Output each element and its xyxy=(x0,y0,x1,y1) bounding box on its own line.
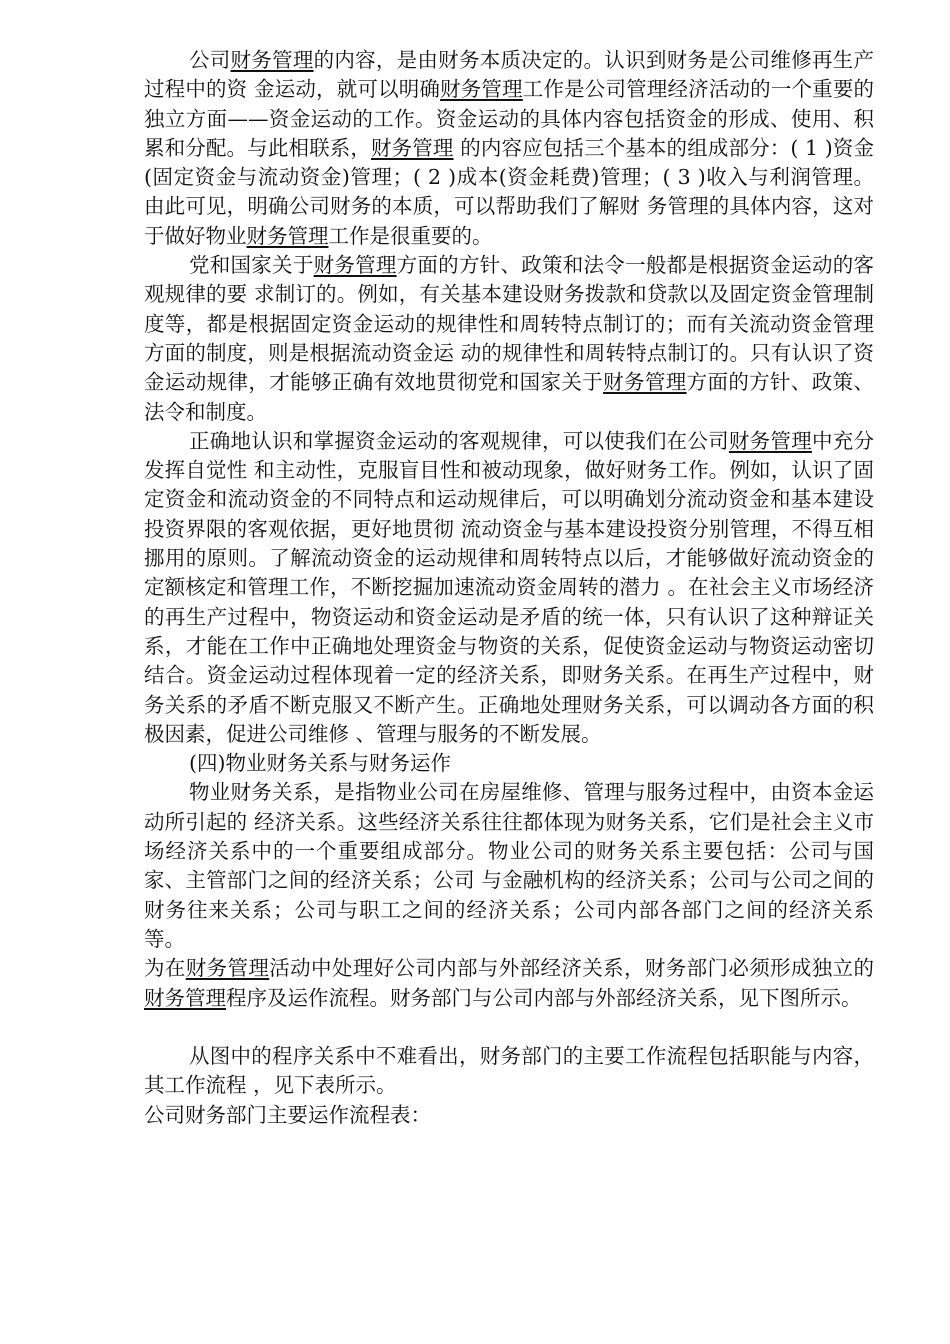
paragraph xyxy=(144,1042,874,1101)
underlined-term: 财务管理 xyxy=(185,956,270,981)
text-segment: 方面的方针、政策、法令和制度。 xyxy=(144,370,875,424)
paragraph xyxy=(144,1101,874,1130)
underlined-term: 财务管理 xyxy=(440,77,523,102)
text-segment: 从图中的程序关系中不难看出，财务部门的主要工作流程包括职能与内容，其工作流程 ，见下表所示。 xyxy=(144,1044,874,1098)
text-segment: 为在 xyxy=(144,956,186,981)
paragraph xyxy=(144,749,874,778)
underlined-term: 财务管理 xyxy=(728,428,812,453)
document-page xyxy=(144,46,874,1130)
underlined-term: 财务管理 xyxy=(603,370,687,395)
text-segment: 物业财务关系，是指物业公司在房屋维修、管理与服务过程中，由资本金运动所引起的 经济关系。这些经济关系往往都体现为财务关系，它们是社会主义市场经济关系中的一个重要组成部分。物业公司的财务关系主要包括：公司与国家、主管部门之间的经济关系；公司 与金融机构的经济关系；公司与公司之间的财务往来关系；公司与职工之间的经济关系；公司内部各部门之间的经济关系等。 xyxy=(144,780,874,951)
text-segment: 公司财务部门主要运作流程表： xyxy=(144,1102,431,1127)
text-segment: 的内容应包括三个基本的组成部分：( 1 )资金(固定资金与流动资金)管理；( 2 )成本(资金耗费)管理；( 3 )收入与利润管理。由此可见，明确公司财务的本质，可以帮助我们了解财 务管理的具体内容，这对于做好物业 xyxy=(144,135,874,248)
text-segment: (四)物业财务关系与财务运作 xyxy=(189,751,451,776)
blank-line xyxy=(144,1013,874,1042)
underlined-term: 财务管理 xyxy=(144,985,226,1010)
text-segment: 工作是公司管理经济活动的一个重要的独立方面——资金运动的工作。资金运动的具体内容包括资金的形成、使用、积累和分配。与此相联系， xyxy=(144,77,875,160)
paragraph xyxy=(144,46,874,251)
underlined-term: 财务管理 xyxy=(246,223,329,248)
text-segment: 中充分发挥自觉性 和主动性，克服盲目性和被动现象，做好财务工作。例如，认识了固定资金和流动资金的不同特点和运动规律后，可以明确划分流动资金和基本建设投资界限的客观依据，更好地贯彻 流动资金与基本建设投资分别管理，不得互相挪用的原则。了解流动资金的运动规律和周转特点以后，才能够做好流动资金的定额核定和管理工作，不断挖掘加速流动资金周转的潜力 。在社会主义市场经济的再生产过程中，物资运动和资金运动是矛盾的统一体，只有认识了这种辩证关系，才能在工作中正确地处理资金与物资的关系，促使资金运动与物资运动密切 结合。资金运动过程体现着一定的经济关系，即财务关系。在再生产过程中，财务关系的矛盾不断克服又不断产生。正确地处理财务关系，可以调动各方面的积极因素，促进公司维修 、管理与服务的不断发展。 xyxy=(144,428,874,746)
paragraph xyxy=(144,778,874,954)
underlined-term: 财务管理 xyxy=(371,135,454,160)
text-segment: 党和国家关于 xyxy=(189,253,314,278)
underlined-term: 财务管理 xyxy=(313,253,397,278)
text-segment: 程序及运作流程。财务部门与公司内部与外部经济关系，见下图所示。 xyxy=(226,985,862,1010)
underlined-term: 财务管理 xyxy=(230,48,314,72)
text-segment: 方面的方针、政策和法令一般都是根据资金运动的客观规律的要 求制订的。例如，有关基本建设财务拨款和贷款以及固定资金管理制度等，都是根据固定资金运动的规律性和周转特点制订的；而有关流动资金管理方面的制度，则是根据流动资金运 动的规律性和周转特点制订的。只有认识了资金运动规律，才能够正确有效地贯彻党和国家关于 xyxy=(144,253,874,395)
text-segment: 活动中处理好公司内部与外部经济关系，财务部门必须形成独立的 xyxy=(269,956,875,981)
text-segment: 工作是很重要的。 xyxy=(328,223,493,248)
text-segment: 正确地认识和掌握资金运动的客观规律，可以使我们在公司 xyxy=(189,428,729,453)
paragraph xyxy=(144,427,874,749)
paragraph xyxy=(144,251,874,427)
text-segment: 公司 xyxy=(189,48,231,72)
paragraph xyxy=(144,954,874,1013)
text-segment: 的内容，是由财务本质决定的。认识到财务是公司维修再生产过程中的资 金运动，就可以明确 xyxy=(144,48,874,102)
